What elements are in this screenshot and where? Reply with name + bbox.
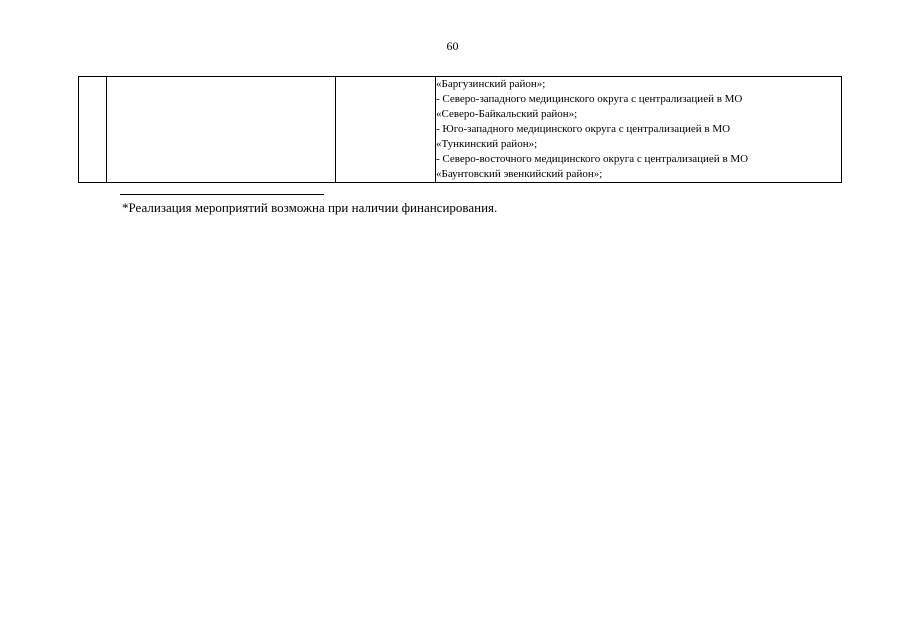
cell-text-line: «Баргузинский район»; [436, 78, 546, 90]
cell-text-line: - Северо-восточного медицинского округа с централизацией в МО [436, 153, 749, 165]
page-number: 60 [446, 39, 459, 53]
table-cell-name [107, 77, 336, 183]
document-table [78, 76, 842, 183]
table-row [79, 77, 842, 183]
table-cell-term [336, 77, 436, 183]
cell-text-line: - Юго-западного медицинского округа с централизацией в МО [436, 123, 731, 135]
table-cell-number [79, 77, 107, 183]
footnote-text: *Реализация мероприятий возможна при наличии финансирования. [122, 200, 498, 215]
table-cell-description [436, 77, 842, 183]
footnote-divider [120, 194, 324, 195]
cell-text-line: «Северо-Байкальский район»; [436, 108, 578, 120]
cell-text-line: «Тункинский район»; [436, 138, 538, 150]
cell-text-line: «Баунтовский эвенкийский район»; [436, 168, 603, 180]
cell-text-line: - Северо-западного медицинского округа с централизацией в МО [436, 93, 743, 105]
